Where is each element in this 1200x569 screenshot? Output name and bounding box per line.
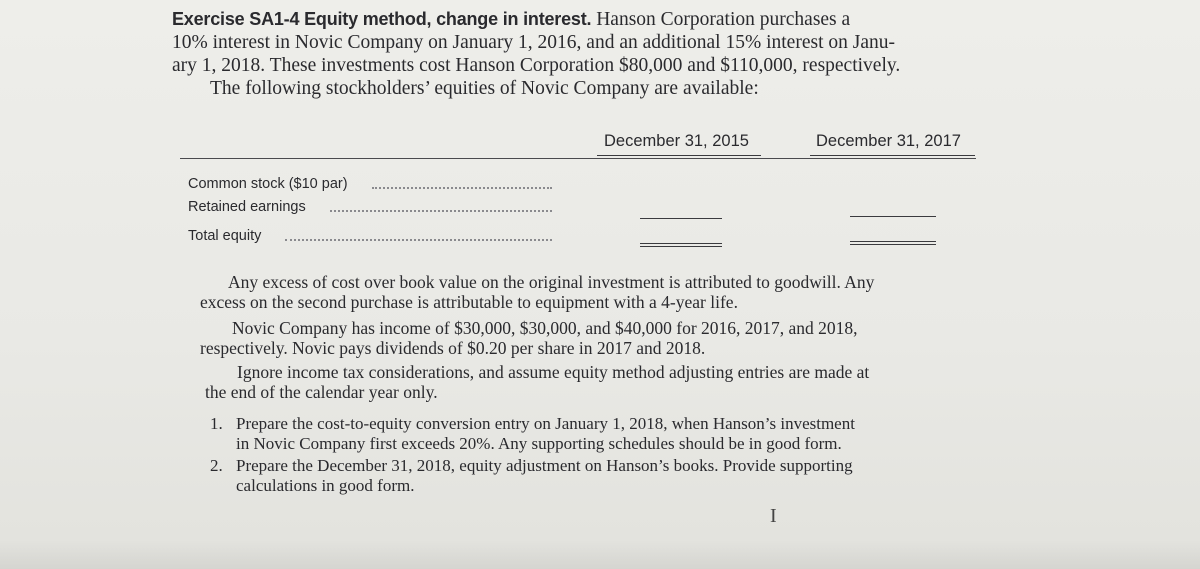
question-text: Prepare the December 31, 2018, equity adjustment on Hanson’s books. Provide supporting [236,456,853,475]
goodwill-paragraph [200,272,1008,312]
paragraph-line: Any excess of cost over book value on the original investment is attributed to goodwill. Any [228,272,875,292]
total-double-rule-2015 [640,246,722,247]
row-label-common-stock: Common stock ($10 par) [188,176,348,192]
header-underline-2017 [810,155,975,156]
header-underline-2015 [597,155,761,156]
exercise-intro [172,8,992,100]
question-item [210,456,990,496]
paragraph-line: respectively. Novic pays dividends of $0.20 per share in 2017 and 2018. [200,338,706,358]
paragraph-line: the end of the calendar year only. [205,382,438,402]
dot-leaders [372,186,552,189]
intro-line-2: 10% interest in Novic Company on January 1, 2016, and an additional 15% interest on Janu- [172,32,895,53]
column-header-2015: December 31, 2015 [604,132,749,150]
row-label-total-equity: Total equity [188,228,262,244]
total-double-rule-2015 [640,243,722,244]
question-list [210,414,990,498]
intro-line-1 [172,8,992,31]
question-number: 2. [210,456,223,475]
paragraph-line: Novic Company has income of $30,000, $30,000, and $40,000 for 2016, 2017, and 2018, [232,318,858,338]
dot-leaders [330,209,552,212]
row-label-retained-earnings: Retained earnings [188,199,306,215]
intro-line-3: ary 1, 2018. These investments cost Hanson Corporation $80,000 and $110,000, respectively. [172,55,901,76]
intro-line-1-text: Hanson Corporation purchases a [596,9,851,30]
income-paragraph [200,318,980,358]
subtotal-rule-2015 [640,218,722,219]
question-text: in Novic Company first exceeds 20%. Any supporting schedules should be in good form. [236,434,842,453]
question-item [210,414,990,454]
page-shadow [0,540,1200,569]
subtotal-rule-2017 [850,216,936,217]
table-top-rule [180,158,976,159]
total-double-rule-2017 [850,241,936,242]
paragraph-line: Ignore income tax considerations, and assume equity method adjusting entries are made at [237,362,870,382]
question-text: Prepare the cost-to-equity conversion entry on January 1, 2018, when Hanson’s investment [236,414,855,433]
question-number: 1. [210,414,223,433]
assumptions-paragraph [205,362,985,402]
question-text: calculations in good form. [236,476,415,495]
text-cursor-icon: I [770,505,777,527]
total-double-rule-2017 [850,244,936,245]
dot-leaders [285,238,552,241]
column-header-2017: December 31, 2017 [816,132,961,150]
exercise-title: Exercise SA1-4 Equity method, change in interest. [172,9,592,29]
paragraph-line: excess on the second purchase is attributable to equipment with a 4-year life. [200,292,738,312]
intro-line-4: The following stockholders’ equities of Novic Company are available: [210,78,759,99]
